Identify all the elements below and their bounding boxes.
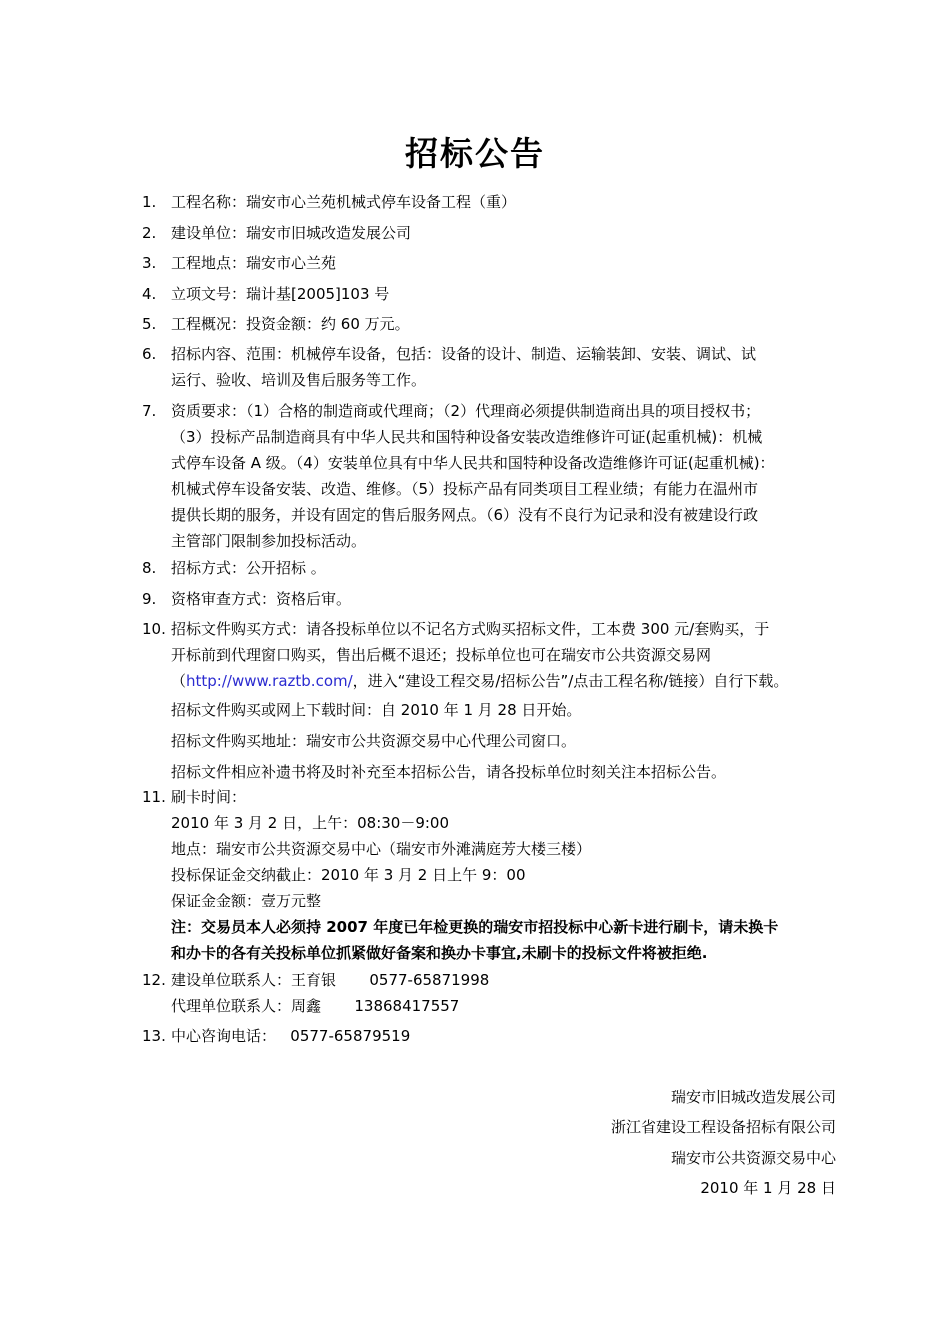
item-number: 7.	[142, 402, 157, 420]
list-item-6	[142, 341, 846, 393]
item-line: 招标文件相应补遗书将及时补充至本招标公告，请各投标单位时刻关注本招标公告。	[171, 763, 727, 781]
page-title: 招标公告	[405, 134, 545, 173]
item-line: 提供长期的服务，并设有固定的售后服务网点。（6）没有不良行为记录和没有被建设行政	[171, 506, 759, 524]
list-item-8	[142, 555, 846, 581]
item-line: 招标内容、范围：机械停车设备，包括：设备的设计、制造、运输装卸、安装、调试、试	[171, 345, 757, 363]
list-item-3	[142, 250, 846, 276]
item-line: 工程地点：瑞安市心兰苑	[171, 254, 337, 272]
item-number: 9.	[142, 590, 157, 608]
item-line: 资格审查方式：资格后审。	[171, 590, 352, 608]
item-number: 5.	[142, 315, 157, 333]
website-link[interactable]: http://www.raztb.com/	[186, 672, 353, 690]
list-item-4	[142, 281, 846, 307]
list-item-2	[142, 220, 846, 246]
item-number: 11.	[142, 788, 166, 806]
signature-org-3: 瑞安市公共资源交易中心	[670, 1149, 836, 1167]
list-item-11	[142, 784, 846, 966]
item-number: 2.	[142, 224, 157, 242]
item-number: 10.	[142, 620, 166, 638]
notice-line: 和办卡的各有关投标单位抓紧做好备案和换办卡事宜,未刷卡的投标文件将被拒绝.	[171, 944, 708, 962]
link-line-before: （	[171, 672, 187, 690]
item-number: 1.	[142, 193, 157, 211]
item-line: 中心咨询电话： 0577-65879519	[171, 1027, 411, 1045]
item-number: 4.	[142, 285, 157, 303]
item-line: 资质要求：（1）合格的制造商或代理商；（2）代理商必须提供制造商出具的项目授权书；	[171, 402, 761, 420]
item-line: 地点：瑞安市公共资源交易中心（瑞安市外滩满庭芳大楼三楼）	[171, 840, 592, 858]
item-line: （3）投标产品制造商具有中华人民共和国特种设备安装改造维修许可证(起重机械)：机械	[171, 428, 763, 446]
item-line: 招标方式：公开招标 。	[171, 559, 326, 577]
item-line: 保证金金额：壹万元整	[171, 892, 322, 910]
signature-date: 2010 年 1 月 28 日	[700, 1179, 836, 1197]
item-number: 13.	[142, 1027, 166, 1045]
item-number: 3.	[142, 254, 157, 272]
item-line: 机械式停车设备安装、改造、维修。（5）投标产品有同类项目工程业绩；有能力在温州市	[171, 480, 759, 498]
item-line: 立项文号：瑞计基[2005]103 号	[171, 285, 390, 303]
item-line: 工程名称：瑞安市心兰苑机械式停车设备工程（重）	[171, 193, 517, 211]
item-number: 12.	[142, 971, 166, 989]
item-line: 建设单位：瑞安市旧城改造发展公司	[171, 224, 412, 242]
item-number: 6.	[142, 345, 157, 363]
item-line: 招标文件购买或网上下载时间：自 2010 年 1 月 28 日开始。	[171, 701, 582, 719]
item-line: 刷卡时间：	[171, 788, 247, 806]
list-item-13	[142, 1023, 846, 1049]
list-item-7	[142, 398, 846, 554]
signature-org-2: 浙江省建设工程设备招标有限公司	[610, 1118, 836, 1136]
item-line: 建设单位联系人：王育银 0577-65871998	[171, 971, 490, 989]
item-line: 主管部门限制参加投标活动。	[171, 532, 367, 550]
item-line: 式停车设备 A 级。（4）安装单位具有中华人民共和国特种设备改造维修许可证(起重机械)：	[171, 454, 775, 472]
item-line: 代理单位联系人：周鑫 13868417557	[171, 997, 460, 1015]
link-line-after: ，进入“建设工程交易/招标公告”/点击工程名称/链接）自行下载。	[352, 672, 789, 690]
item-line: 开标前到代理窗口购买，售出后概不退还；投标单位也可在瑞安市公共资源交易网	[171, 646, 712, 664]
item-line: 招标文件购买地址：瑞安市公共资源交易中心代理公司窗口。	[171, 732, 577, 750]
list-item-10	[142, 616, 846, 785]
item-line: 运行、验收、培训及售后服务等工作。	[171, 371, 427, 389]
list-item-5	[142, 311, 846, 337]
item-line: 工程概况：投资金额：约 60 万元。	[171, 315, 410, 333]
item-number: 8.	[142, 559, 157, 577]
link-line	[171, 668, 846, 694]
signature-org-1: 瑞安市旧城改造发展公司	[670, 1088, 836, 1106]
item-line: 2010 年 3 月 2 日，上午：08:30－9:00	[171, 814, 450, 832]
notice-line: 注：交易员本人必须持 2007 年度已年检更换的瑞安市招投标中心新卡进行刷卡，请未换卡	[171, 918, 779, 936]
list-item-1	[142, 189, 846, 215]
list-item-9	[142, 586, 846, 612]
item-line: 招标文件购买方式：请各投标单位以不记名方式购买招标文件，工本费 300 元/套购买，于	[171, 620, 770, 638]
item-line: 投标保证金交纳截止：2010 年 3 月 2 日上午 9：00	[171, 866, 526, 884]
list-item-12	[142, 967, 846, 1019]
